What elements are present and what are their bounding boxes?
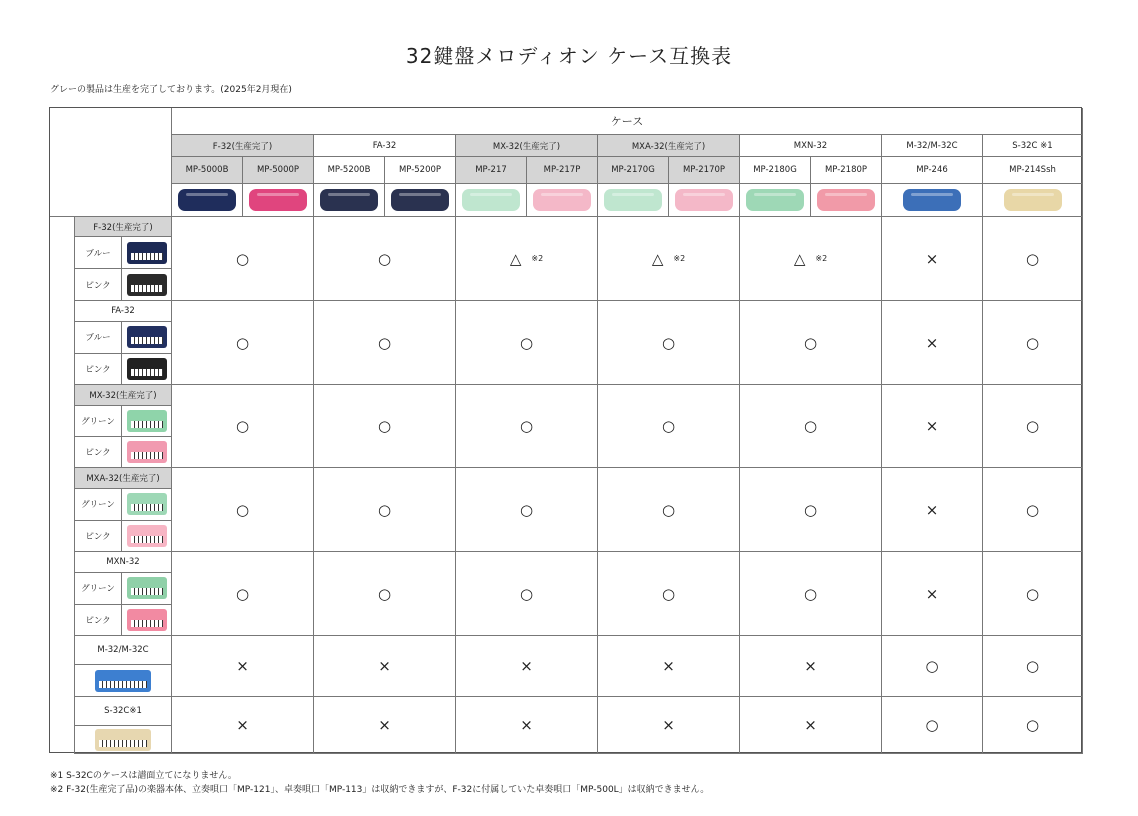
body-variant-label: ピンク	[75, 269, 122, 301]
body-image	[122, 269, 172, 301]
compat-symbol: ○	[519, 584, 534, 603]
case-bag-icon	[604, 189, 662, 211]
case-image	[527, 184, 598, 217]
body-variant-label: ピンク	[75, 437, 122, 468]
case-image	[669, 184, 740, 217]
case-bag-icon	[391, 189, 449, 211]
body-image	[122, 573, 172, 605]
body-image	[122, 521, 172, 553]
melodion-keyboard-icon	[127, 410, 167, 432]
compat-note: ※2	[815, 254, 828, 263]
case-model-label: MP-217	[456, 157, 527, 184]
compat-symbol: ○	[1025, 584, 1040, 603]
case-image	[243, 184, 314, 217]
body-model-name: MXA-32(生産完了)	[75, 468, 172, 489]
case-bag-icon	[178, 189, 236, 211]
body-label	[50, 217, 75, 754]
compat-symbol: ○	[661, 584, 676, 603]
body-variant-label: ブルー	[75, 237, 122, 269]
compat-symbol: ×	[804, 657, 817, 675]
compat-symbol: ○	[519, 333, 534, 352]
case-image	[456, 184, 527, 217]
compat-symbol: ×	[662, 716, 675, 734]
compat-cell	[172, 552, 314, 636]
body-image	[122, 489, 172, 521]
compat-symbol: ×	[925, 249, 939, 268]
compat-cell	[314, 697, 456, 754]
compat-symbol: ○	[1025, 657, 1040, 675]
body-image	[75, 665, 172, 697]
compat-cell	[882, 385, 983, 468]
compat-cell	[314, 385, 456, 468]
compat-cell	[598, 468, 740, 552]
melodion-keyboard-icon	[127, 242, 167, 264]
compat-cell	[456, 217, 598, 301]
body-model-name: MXN-32	[75, 552, 172, 573]
compat-cell	[314, 468, 456, 552]
body-variant-label: ピンク	[75, 354, 122, 386]
compat-cell	[172, 217, 314, 301]
compat-symbol: ○	[235, 249, 250, 268]
case-model-label: MP-217P	[527, 157, 598, 184]
case-image	[598, 184, 669, 217]
melodion-keyboard-icon	[127, 441, 167, 463]
compat-cell	[598, 697, 740, 754]
body-variant-label: グリーン	[75, 489, 122, 521]
case-group-header: MXA-32(生産完了)	[598, 135, 740, 157]
case-model-label: MP-2170G	[598, 157, 669, 184]
case-group-header: MX-32(生産完了)	[456, 135, 598, 157]
compat-cell	[882, 697, 983, 754]
case-bag-icon	[249, 189, 307, 211]
compat-symbol: △	[793, 249, 806, 268]
compat-symbol: ×	[520, 716, 533, 734]
compat-symbol: ○	[235, 500, 250, 519]
case-model-label: MP-2180G	[740, 157, 811, 184]
compat-symbol: ○	[803, 333, 818, 352]
compat-cell	[456, 385, 598, 468]
discontinued-note: グレーの製品は生産を完了しております。(2025年2月現在)	[50, 85, 292, 95]
compat-cell	[172, 468, 314, 552]
page-title: 32鍵盤メロディオン ケース互換表	[405, 44, 733, 68]
compat-symbol: ○	[661, 500, 676, 519]
compat-symbol: △	[509, 249, 522, 268]
compat-cell	[983, 301, 1083, 385]
case-bag-icon	[462, 189, 520, 211]
compat-symbol: ○	[377, 417, 392, 435]
case-image	[983, 184, 1083, 217]
compat-symbol: ×	[236, 657, 249, 675]
melodion-keyboard-icon	[95, 729, 151, 751]
compat-symbol: ○	[1025, 249, 1040, 268]
compat-cell	[172, 301, 314, 385]
compat-symbol: ○	[235, 333, 250, 352]
case-group-header: M-32/M-32C	[882, 135, 983, 157]
compat-cell	[172, 697, 314, 754]
compat-symbol: ○	[1025, 333, 1040, 352]
case-image	[811, 184, 882, 217]
case-model-label: MP-5000P	[243, 157, 314, 184]
case-image	[172, 184, 243, 217]
compat-cell	[456, 468, 598, 552]
compat-cell	[314, 552, 456, 636]
compat-cell	[983, 697, 1083, 754]
body-variant-label: ピンク	[75, 605, 122, 637]
body-image	[122, 437, 172, 468]
compat-symbol: ×	[378, 716, 391, 734]
compat-symbol: ○	[235, 417, 250, 435]
body-model-name: M-32/M-32C	[75, 636, 172, 665]
compat-symbol: ○	[1025, 500, 1040, 519]
case-image	[314, 184, 385, 217]
compat-cell	[983, 385, 1083, 468]
compat-cell	[740, 301, 882, 385]
compat-symbol: ×	[662, 657, 675, 675]
compat-cell	[456, 636, 598, 697]
melodion-keyboard-icon	[127, 577, 167, 599]
compat-cell	[172, 385, 314, 468]
body-model-name: S-32C※1	[75, 697, 172, 726]
case-bag-icon	[746, 189, 804, 211]
compat-symbol: ○	[803, 500, 818, 519]
body-model-name: FA-32	[75, 301, 172, 322]
body-image	[122, 322, 172, 354]
compat-symbol: ×	[925, 417, 939, 435]
compat-cell	[172, 636, 314, 697]
case-group-header: S-32C ※1	[983, 135, 1083, 157]
compat-symbol: ○	[235, 584, 250, 603]
case-bag-icon	[1004, 189, 1062, 211]
compat-symbol: ×	[925, 333, 939, 352]
compat-cell	[456, 552, 598, 636]
compat-symbol: ○	[1025, 716, 1040, 734]
body-variant-label: グリーン	[75, 406, 122, 437]
compat-cell	[882, 552, 983, 636]
case-bag-icon	[533, 189, 591, 211]
body-image	[122, 406, 172, 437]
melodion-keyboard-icon	[95, 670, 151, 692]
compat-cell	[740, 697, 882, 754]
compat-note: ※2	[673, 254, 686, 263]
footnote-1: ※1 S-32Cのケースは譜面立てになりません。	[50, 771, 237, 781]
compat-cell	[983, 636, 1083, 697]
compat-cell	[983, 552, 1083, 636]
compat-cell	[598, 636, 740, 697]
compat-symbol: ×	[804, 716, 817, 734]
compat-cell	[598, 301, 740, 385]
melodion-keyboard-icon	[127, 274, 167, 296]
compat-symbol: ○	[803, 584, 818, 603]
compat-cell	[740, 217, 882, 301]
compat-cell	[882, 301, 983, 385]
compat-cell	[456, 301, 598, 385]
case-group-header: MXN-32	[740, 135, 882, 157]
case-group-header: FA-32	[314, 135, 456, 157]
compat-symbol: ×	[925, 500, 939, 519]
compat-cell	[598, 385, 740, 468]
compat-symbol: ○	[519, 417, 534, 435]
melodion-keyboard-icon	[127, 609, 167, 631]
compat-cell	[598, 552, 740, 636]
compat-symbol: ○	[377, 249, 392, 268]
compat-symbol: ○	[377, 500, 392, 519]
compat-note: ※2	[531, 254, 544, 263]
compat-cell	[740, 636, 882, 697]
compat-symbol: ○	[803, 417, 818, 435]
compat-symbol: ×	[520, 657, 533, 675]
compat-symbol: ×	[236, 716, 249, 734]
body-image	[75, 726, 172, 754]
compat-cell	[983, 217, 1083, 301]
body-model-name: F-32(生産完了)	[75, 217, 172, 237]
compat-symbol: △	[651, 249, 664, 268]
body-variant-label: ブルー	[75, 322, 122, 354]
case-model-label: MP-2180P	[811, 157, 882, 184]
compat-cell	[314, 217, 456, 301]
compat-cell	[983, 468, 1083, 552]
compat-symbol: ○	[925, 657, 939, 675]
body-image	[122, 354, 172, 386]
compat-symbol: ○	[1025, 417, 1040, 435]
compat-cell	[314, 301, 456, 385]
melodion-keyboard-icon	[127, 358, 167, 380]
footnote-2: ※2 F-32(生産完了品)の楽器本体、立奏唄口「MP-121」、卓奏唄口「MP-113」は収納できますが、F-32に付属していた卓奏唄口「MP-500L」は収納できません。	[50, 785, 710, 795]
case-header: ケース	[172, 108, 1083, 135]
compat-cell	[456, 697, 598, 754]
case-model-label: MP-214Ssh	[983, 157, 1083, 184]
body-model-name: MX-32(生産完了)	[75, 385, 172, 406]
corner-cell	[50, 108, 172, 217]
compat-cell	[882, 636, 983, 697]
case-group-header: F-32(生産完了)	[172, 135, 314, 157]
compat-symbol: ○	[519, 500, 534, 519]
compat-cell	[882, 468, 983, 552]
case-image	[882, 184, 983, 217]
case-bag-icon	[817, 189, 875, 211]
body-image	[122, 237, 172, 269]
case-bag-icon	[320, 189, 378, 211]
case-model-label: MP-5200P	[385, 157, 456, 184]
case-bag-icon	[675, 189, 733, 211]
compat-cell	[740, 552, 882, 636]
compat-symbol: ○	[377, 333, 392, 352]
case-model-label: MP-2170P	[669, 157, 740, 184]
case-image	[385, 184, 456, 217]
body-image	[122, 605, 172, 637]
compat-symbol: ○	[377, 584, 392, 603]
compat-symbol: ×	[925, 584, 939, 603]
compat-cell	[314, 636, 456, 697]
case-image	[740, 184, 811, 217]
melodion-keyboard-icon	[127, 525, 167, 547]
case-bag-icon	[903, 189, 961, 211]
compat-table	[49, 107, 1082, 753]
compat-cell	[882, 217, 983, 301]
compat-cell	[740, 385, 882, 468]
compat-cell	[740, 468, 882, 552]
body-variant-label: グリーン	[75, 573, 122, 605]
case-model-label: MP-246	[882, 157, 983, 184]
case-model-label: MP-5200B	[314, 157, 385, 184]
body-variant-label: ピンク	[75, 521, 122, 553]
compat-symbol: ○	[661, 417, 676, 435]
compat-cell	[598, 217, 740, 301]
compat-symbol: ○	[925, 716, 939, 734]
case-model-label: MP-5000B	[172, 157, 243, 184]
melodion-keyboard-icon	[127, 326, 167, 348]
compat-symbol: ×	[378, 657, 391, 675]
compat-symbol: ○	[661, 333, 676, 352]
melodion-keyboard-icon	[127, 493, 167, 515]
